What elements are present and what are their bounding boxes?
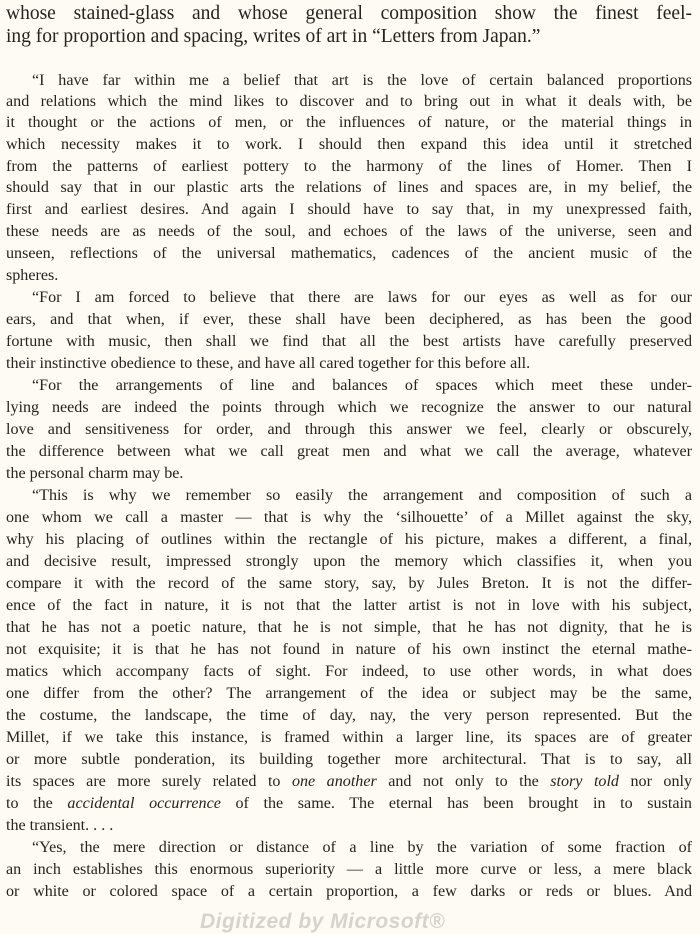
text-line: their instinctive obedience to these, and have all cared together for this before all. — [6, 355, 531, 372]
text-line: Millet, if we take this instance, is framed within a larger line, its spaces are of greater — [6, 729, 692, 746]
text-run: to the — [6, 795, 68, 812]
text-line: matics which accompany facts of sight. For indeed, to use other words, in what does — [6, 663, 692, 680]
text-line: should say that in our plastic arts the relations of lines and spaces are, in my belief, the — [6, 179, 692, 196]
text-line-with-italics — [6, 772, 692, 792]
paragraph-first-line: “This is why we remember so easily the arrangement and composition of such a — [32, 487, 692, 504]
text-line: whose stained-glass and whose general composition show the finest feel- — [6, 3, 692, 24]
text-line: love and sensitiveness for order, and through this answer we feel, clearly or obscurely, — [6, 421, 692, 438]
text-line: which necessity makes it to work. I should then expand this idea until it stretched — [6, 136, 692, 153]
text-line: the transient. . . . — [6, 817, 114, 834]
text-line: the costume, the landscape, the time of day, nay, the very person represented. But the — [6, 707, 692, 724]
text-line: the personal charm may be. — [6, 465, 184, 482]
italic-phrase: one another — [291, 773, 377, 790]
text-line: these needs are as needs of the soul, and echoes of the laws of the universe, seen and — [6, 223, 692, 240]
text-line: not exquisite; it is that he has not found in nature of his own instinct the eternal mathe- — [6, 641, 692, 658]
text-run: nor only — [618, 773, 693, 790]
text-line: one whom we call a master — that is why the ‘silhouette’ of a Millet against the sky, — [6, 509, 692, 526]
text-line: it thought or the actions of men, or the influences of nature, or the material things in — [6, 114, 692, 131]
paragraph-first-line: “I have far within me a belief that art is the love of certain balanced proportions — [32, 72, 692, 89]
text-line: ears, and that when, if ever, these shall have been deciphered, as has been the good — [6, 311, 692, 328]
text-line: and relations which the mind likes to discover and to bring out in what it deals with, be — [6, 93, 692, 110]
text-run: its spaces are more surely related to — [6, 773, 292, 790]
text-line: spheres. — [6, 267, 59, 284]
paragraph-first-line: “For I am forced to believe that there are laws for our eyes as well as for our — [32, 289, 692, 306]
text-line: one differ from the other? The arrangement of the idea or subject may be the same, — [6, 685, 692, 702]
paragraph-first-line: “Yes, the mere direction or distance of a line by the variation of some fraction of — [32, 839, 692, 856]
text-line: compare it with the record of the same story, say, by Jules Breton. It is not the differ- — [6, 575, 692, 592]
text-line: the difference between what we call great men and what we call the average, whatever — [6, 443, 692, 460]
text-line: that he has not a poetic nature, that he is not simple, that he has not dignity, that he is — [6, 619, 692, 636]
text-line: fortune with music, then shall we find that all the best artists have carefully preserved — [6, 333, 692, 350]
text-line: or white or colored space of a certain proportion, a few darks or reds or blues. And — [6, 883, 692, 900]
text-line: an inch establishes this enormous superiority — a little more curve or less, a mere black — [6, 861, 692, 878]
digitization-watermark: Digitized by Microsoft® — [200, 910, 446, 933]
text-run: and not only to the — [376, 773, 551, 790]
text-line: first and earliest desires. And again I should have to say that, in my unexpressed faith, — [6, 201, 692, 218]
text-line-with-italics — [6, 794, 692, 814]
text-line: or more subtle ponderation, its building together more architectural. That is to say, all — [6, 751, 692, 768]
text-line: why his placing of outlines within the rectangle of his picture, makes a different, a final, — [6, 531, 692, 548]
text-line: ence of the fact in nature, it is not that the latter artist is not in love with his subject, — [6, 597, 692, 614]
text-line: and decisive result, impressed strongly upon the memory which classifies it, when you — [6, 553, 692, 570]
text-line: ing for proportion and spacing, writes of art in “Letters from Japan.” — [6, 26, 541, 47]
italic-phrase: accidental occurrence — [67, 795, 221, 812]
text-line: unseen, reflections of the universal mathematics, cadences of the ancient music of the — [6, 245, 692, 262]
text-line: lying needs are indeed the points through which we recognize the answer to our natural — [6, 399, 692, 416]
text-run: of the same. The eternal has been brought in to sustain — [220, 795, 692, 812]
paragraph-first-line: “For the arrangements of line and balances of spaces which meet these under- — [32, 377, 692, 394]
text-line: from the patterns of earliest pottery to the harmony of the lines of Homer. Then I — [6, 158, 692, 175]
italic-phrase: story told — [550, 773, 619, 790]
